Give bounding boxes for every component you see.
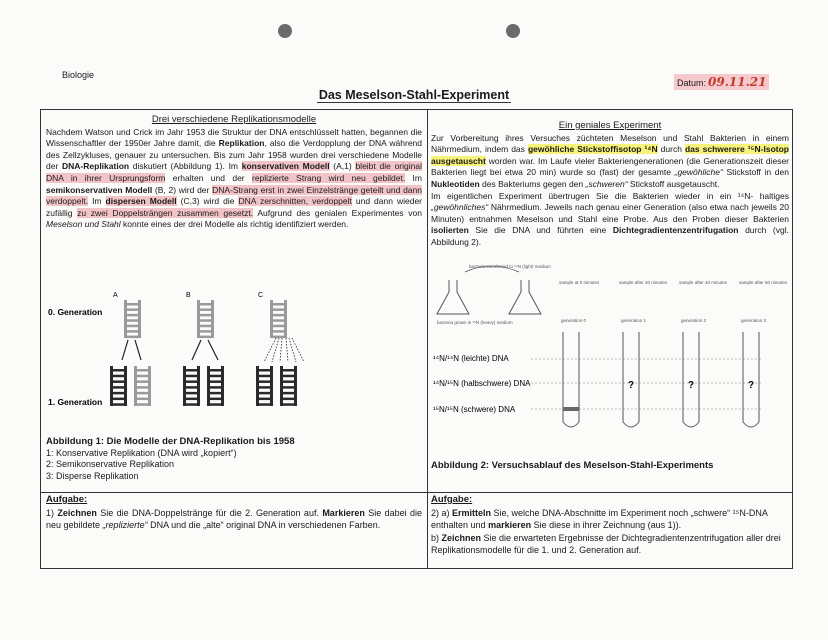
band-light-label: ¹⁴N/¹⁴N (leichte) DNA xyxy=(433,354,509,363)
daughter-dna-ladder xyxy=(207,366,224,406)
left-text-run: Im xyxy=(405,172,422,183)
left-task-heading: Aufgabe: xyxy=(46,494,88,505)
right-task-run: Ermitteln xyxy=(452,507,492,518)
daughter-dna-ladder xyxy=(280,366,297,406)
punch-hole-right xyxy=(506,24,520,38)
parent-dna-ladder xyxy=(197,300,214,338)
left-text-run: Im xyxy=(88,196,106,207)
right-text-run: „schweren“ xyxy=(585,178,628,189)
left-text-run: Meselson und Stahl xyxy=(46,219,121,230)
left-text-run: erhalten und der xyxy=(165,172,252,183)
right-task-run: b) xyxy=(431,532,442,543)
task-divider xyxy=(41,492,792,493)
dna-ladders xyxy=(110,300,297,406)
model-c-label: C xyxy=(258,292,264,299)
left-text-run: und dann wieder zufällig xyxy=(46,196,423,218)
fig1-caption: Abbildung 1: Die Modelle der DNA-Replikation bis 1958 xyxy=(46,436,295,447)
right-task-run: 2) a) xyxy=(431,507,453,518)
band-guides xyxy=(531,359,761,409)
left-text-run: Aufgrund des genialen Experimentes von xyxy=(253,207,422,218)
right-text-run: Nukleotiden xyxy=(431,178,480,189)
model-list-1: 1: Konservative Replikation (DNA wird „kopiert“) xyxy=(46,447,237,458)
sample-label: sample after 20 minutes xyxy=(619,280,668,285)
daughter-dna-ladder xyxy=(183,366,200,406)
date-label: Datum: xyxy=(677,78,707,88)
right-text-run: isolierten xyxy=(431,225,469,236)
parent-dna-ladder xyxy=(270,300,287,338)
fig2-caption-block xyxy=(431,460,789,472)
left-task-run: „replizierte“ xyxy=(102,520,148,530)
right-text-run: gewöhliche Stickstoffisotop ¹⁴N xyxy=(527,144,658,155)
right-text-run: worden war. Im Laufe vieler Bakteriengenerationen (die Generationszeit dieser Bakterien liegt bei etwa 20 min) wurde so (fast) der gesamte xyxy=(431,155,789,178)
left-text-run: bleibt die original DNA in ihrer Ursprungsform xyxy=(46,161,422,183)
fig1-caption-block xyxy=(46,436,422,482)
gen0-label: 0. Generation xyxy=(48,307,103,317)
daughter-dna-ladder xyxy=(256,366,273,406)
model-b-label: B xyxy=(186,292,191,299)
right-text-run: Im eigentlichen Experiment übertrugen Sie die Bakterien wieder in ein ¹⁴N- haltiges xyxy=(431,190,789,201)
right-task-run: Sie diese in ihrer Zeichnung (aus 1)). xyxy=(531,520,682,530)
left-text-run: DNA-Replikation xyxy=(62,161,130,172)
sample-label: sample at 0 minutes xyxy=(559,280,600,285)
page-title: Das Meselson-Stahl-Experiment xyxy=(318,88,510,102)
unknown-result-mark: ? xyxy=(628,380,635,391)
left-text-run: , also die Verdopplung der DNA während des Zellzykluses, genauer zu untersuchen. Bis zum Jahr 1958 wurden drei verschiedene Modelle der xyxy=(46,138,422,172)
sample-label: sample after 60 minutes xyxy=(739,280,788,285)
left-text-run: (C,3) wird die xyxy=(176,196,239,207)
generation-label: generation 2 xyxy=(681,318,707,323)
replication-models-figure xyxy=(46,282,422,430)
model-list-2: 2: Semikonservative Replikation xyxy=(46,459,175,470)
right-text-run: des Bakteriums gegen den xyxy=(479,178,586,189)
left-text-run: konnte eines der drei Modelle als richtig identifiziert werden. xyxy=(120,219,349,230)
right-task-text xyxy=(431,507,789,557)
right-text-run: Zur Vorbereitung ihres Versuches züchteten Meselson und Stahl Bakterien in einem Nährmedium, indem das xyxy=(431,132,789,155)
generation-label: generation 1 xyxy=(621,318,647,323)
right-text-run: Nährmedium. Jeweils nach genau einer Generation (also etwa nach jeweils 20 Minuten) entnahmen Meselson und Stahl eine Probe. Aus den Proben dieser Bakterien xyxy=(431,202,789,224)
centrifuge-tube xyxy=(563,332,579,427)
right-text-run: Sie die DNA und führten eine xyxy=(468,225,613,236)
right-text-run: durch xyxy=(657,144,685,155)
generation-labels xyxy=(561,318,767,323)
daughter-dna-ladder xyxy=(134,366,151,406)
grown-label: bacteria grown in ¹⁵N (heavy) medium xyxy=(437,320,513,325)
right-text-run: „gewöhliche“ xyxy=(674,167,723,178)
dispersive-arrows xyxy=(264,338,304,362)
left-task-run: Markieren xyxy=(322,507,365,518)
punch-hole-left xyxy=(278,24,292,38)
left-task-run: Sie dabei die neu gebildete xyxy=(46,507,422,530)
left-intro-text xyxy=(46,127,422,231)
left-text-run: zu zwei Doppelsträngen zusammen gesetzt. xyxy=(77,207,254,218)
sample-labels xyxy=(559,280,788,285)
left-column xyxy=(46,114,422,231)
parent-dna-ladder xyxy=(124,300,141,338)
right-task-run: markieren xyxy=(488,520,532,530)
right-task-run: Sie, welche DNA-Abschnitte im Experiment noch „schwere“ ¹⁵N-DNA enthalten und xyxy=(431,507,768,530)
left-heading: Drei verschiedene Replikationsmodelle xyxy=(151,114,317,125)
unknown-result-mark: ? xyxy=(688,380,695,391)
content-frame xyxy=(40,109,793,569)
left-text-run: diskutiert (Abbildung 1). Im xyxy=(129,161,242,172)
right-text-run: Stickstoff in den xyxy=(722,167,789,178)
left-text-run: Nachdem Watson und Crick im Jahr 1953 die Struktur der DNA entschlüsselt hatten, begannen die Wissenschaftler der 1950er Jahre damit, die xyxy=(46,126,422,149)
right-text-run: Stickstoff ausgetauscht. xyxy=(627,178,720,189)
flasks xyxy=(437,280,541,314)
left-task-run: Sie die DNA-Doppelstränge für die 2. Generation auf. xyxy=(96,507,323,518)
model-list-3: 3: Disperse Replikation xyxy=(46,470,139,481)
right-intro-text xyxy=(431,133,789,249)
left-task-run: DNA und die „alte“ original DNA in verschiedenen Farben. xyxy=(147,520,381,530)
left-text-run: konservativen Modell xyxy=(241,161,330,172)
left-text-run: (A,1) xyxy=(329,161,356,172)
right-heading: Ein geniales Experiment xyxy=(558,120,662,131)
right-task-heading: Aufgabe: xyxy=(431,494,473,505)
left-text-run: Replikation xyxy=(218,138,265,149)
left-task-run: 1) xyxy=(46,507,58,518)
model-a-label: A xyxy=(113,292,118,299)
right-task xyxy=(431,494,789,557)
replication-arrows xyxy=(122,340,218,360)
left-text-run: semikonservativen Modell xyxy=(46,184,153,195)
meselson-stahl-figure xyxy=(431,262,789,448)
left-text-run: DNA-Strang erst in zwei Einzelstränge geteilt und dann verdoppelt. xyxy=(46,184,422,207)
right-text-run: durch (vgl. Abbildung 2). xyxy=(431,225,789,247)
right-task-run: Zeichnen xyxy=(441,532,482,543)
centrifuge-tubes xyxy=(563,332,759,427)
left-text-run: DNA zerschnitten, verdoppelt xyxy=(238,196,352,207)
unknown-result-mark: ? xyxy=(748,380,755,391)
left-text-run: dispersen Modell xyxy=(105,196,177,207)
gen1-label: 1. Generation xyxy=(48,397,103,407)
band-heavy-label: ¹⁵N/¹⁵N (schwere) DNA xyxy=(433,405,516,414)
left-task-run: Zeichnen xyxy=(57,507,97,518)
left-text-run: replizierte Strang wird neu gebildet. xyxy=(251,172,406,183)
sample-label: sample after 40 minutes xyxy=(679,280,728,285)
left-text-run: (B, 2) wird der xyxy=(152,184,213,195)
date-value: 09.11.21 xyxy=(708,75,767,89)
subject-label: Biologie xyxy=(62,70,95,80)
left-task-text xyxy=(46,507,422,532)
band-half-label: ¹⁴N/¹⁵N (halbschwere) DNA xyxy=(433,379,531,388)
right-column xyxy=(431,120,789,249)
generation-label: generation 3 xyxy=(741,318,767,323)
right-text-run: Dichtegradientenzentrifugation xyxy=(612,225,739,236)
right-text-run: das schwerere ¹⁵N-Isotop ausgetauscht xyxy=(431,144,789,166)
transfer-label: bacteria transferred to ¹⁴N (light) medium xyxy=(469,264,551,269)
column-divider xyxy=(427,110,428,568)
daughter-dna-ladder xyxy=(110,366,127,406)
right-task-run: Sie die erwarteten Ergebnisse der Dichtegradientenzentrifugation aller drei Replikationsmodelle für die 1. und 2. Generation auf. xyxy=(431,532,781,555)
generation-label: generation 0 xyxy=(561,318,587,323)
fig2-caption: Abbildung 2: Versuchsablauf des Meselson-Stahl-Experiments xyxy=(431,460,714,471)
left-task xyxy=(46,494,422,532)
right-text-run: „gewöhnliches“ xyxy=(431,202,489,213)
